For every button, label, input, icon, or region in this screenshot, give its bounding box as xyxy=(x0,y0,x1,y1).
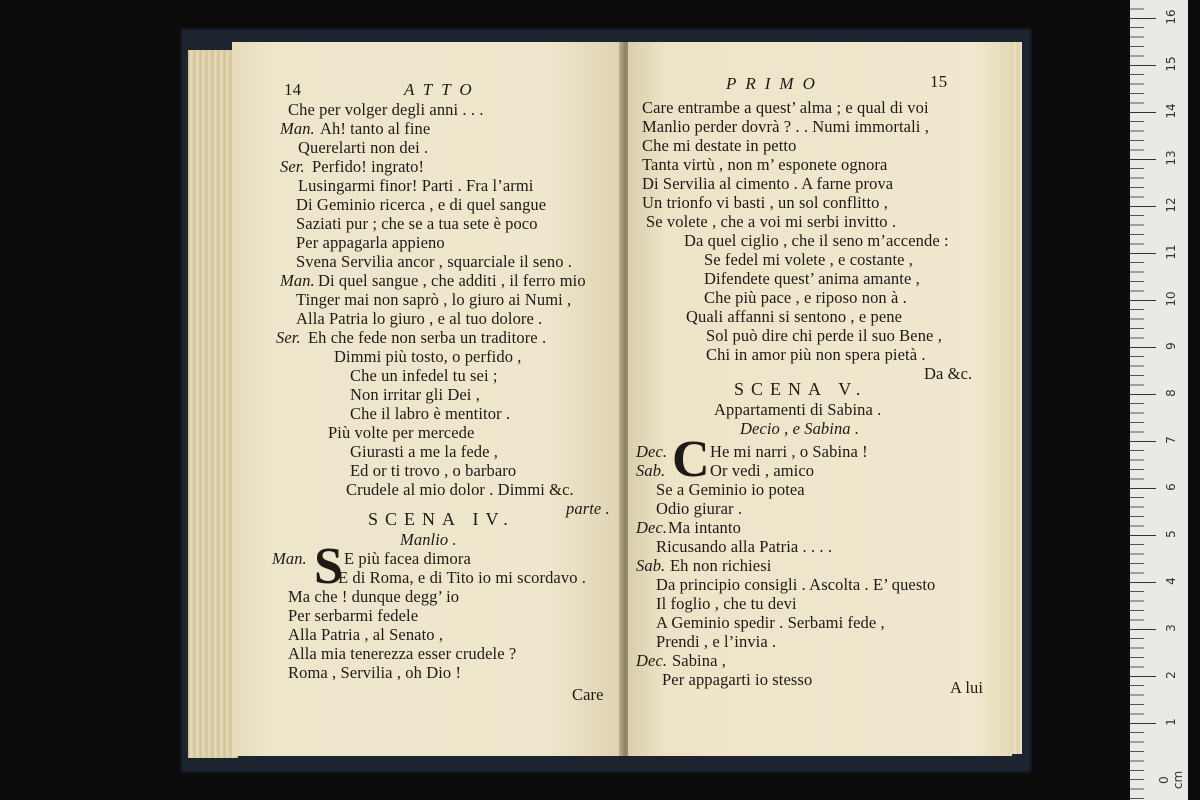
text-line: Saziati pur ; che se a tua sete è poco xyxy=(296,214,538,233)
ruler-number: 6 xyxy=(1164,483,1178,491)
text-line: He mi narri , o Sabina ! xyxy=(710,442,868,461)
ruler-major-tick xyxy=(1130,441,1156,442)
text-line: Difendete quest’ anima amante , xyxy=(704,269,920,288)
text-line: Giurasti a me la fede , xyxy=(350,442,498,461)
text-line: Eh non richiesi xyxy=(670,556,772,575)
speaker-label: Sab. xyxy=(636,556,666,575)
ruler-unit-label: 0 cm xyxy=(1157,770,1185,790)
speaker-label: Ser. xyxy=(276,328,301,347)
text-line: E più facea dimora xyxy=(344,549,471,568)
ruler-number: 10 xyxy=(1164,291,1178,307)
text-line: Che per volger degli anni . . . xyxy=(288,100,484,119)
text-line: Ma che ! dunque degg’ io xyxy=(288,587,460,606)
text-line: Se a Geminio io potea xyxy=(656,480,805,499)
text-line: Odio giurar . xyxy=(656,499,743,518)
text-line: Alla Patria lo giuro , e al tuo dolore . xyxy=(296,309,543,328)
text-line: Che mi destate in petto xyxy=(642,136,797,155)
text-line: Alla mia tenerezza esser crudele ? xyxy=(288,644,517,663)
text-line: Di quel sangue , che additi , il ferro mio xyxy=(318,271,586,290)
text-line: Da quel ciglio , che il seno m’accende : xyxy=(684,231,949,250)
ruler-number: 3 xyxy=(1164,624,1178,632)
left-page xyxy=(232,42,624,756)
speaker-label: Man. xyxy=(280,119,315,138)
ruler-major-tick xyxy=(1130,535,1156,536)
running-head: ATTO xyxy=(404,80,481,99)
ruler-major-tick xyxy=(1130,629,1156,630)
ruler-number: 14 xyxy=(1164,103,1178,119)
ruler-major-tick xyxy=(1130,723,1156,724)
ruler-major-tick xyxy=(1130,347,1156,348)
scene-heading: SCENA V. xyxy=(734,379,868,399)
ruler-number: 4 xyxy=(1164,577,1178,585)
text-line: Ricusando alla Patria . . . . xyxy=(656,537,833,556)
ruler-number: 7 xyxy=(1164,436,1178,444)
ruler-major-tick xyxy=(1130,582,1156,583)
text-line: E di Roma, e di Tito io mi scordavo . xyxy=(338,568,586,587)
text-line: Da &c. xyxy=(924,364,973,383)
page-edges-left xyxy=(188,50,238,758)
ruler-number: 2 xyxy=(1164,671,1178,679)
ruler-major-tick xyxy=(1130,253,1156,254)
text-line: Roma , Servilia , oh Dio ! xyxy=(288,663,462,682)
ruler-number: 16 xyxy=(1164,9,1178,25)
text-line: Quali affanni si sentono , e pene xyxy=(686,307,903,326)
catchword: Care xyxy=(572,685,604,704)
ruler-major-tick xyxy=(1130,206,1156,207)
scene-heading: SCENA IV. xyxy=(368,509,515,529)
speaker-label: Dec. xyxy=(636,651,668,670)
drop-cap: C xyxy=(672,431,710,488)
running-head: PRIMO xyxy=(726,74,824,93)
drop-cap: S xyxy=(314,538,343,595)
text-line: Eh che fede non serba un traditore . xyxy=(308,328,547,347)
measuring-ruler xyxy=(1130,0,1188,800)
text-line: Non irritar gli Dei , xyxy=(350,385,480,404)
ruler-major-tick xyxy=(1130,159,1156,160)
text-line: Il foglio , che tu devi xyxy=(656,594,797,613)
text-line: Alla Patria , al Senato , xyxy=(288,625,444,644)
text-line: Che il labro è mentitor . xyxy=(350,404,511,423)
text-line: Querelarti non dei . xyxy=(298,138,429,157)
speaker-label: Dec. xyxy=(636,442,668,461)
speaker-label: Man. xyxy=(272,549,307,568)
text-line: Se volete , che a voi mi serbi invitto . xyxy=(646,212,897,231)
text-line: Svena Servilia ancor , squarciale il seno . xyxy=(296,252,573,271)
text-line: Sol può dire chi perde il suo Bene , xyxy=(706,326,942,345)
ruler-major-tick xyxy=(1130,300,1156,301)
stage-direction: parte . xyxy=(566,499,610,518)
text-line: Ed or ti trovo , o barbaro xyxy=(350,461,517,480)
scene-characters: Decio , e Sabina . xyxy=(740,419,860,438)
ruler-number: 1 xyxy=(1164,718,1178,726)
speaker-label: Sab. xyxy=(636,461,666,480)
ruler-number: 12 xyxy=(1164,197,1178,213)
scene-setting: Appartamenti di Sabina . xyxy=(714,400,882,419)
text-line: Per appagarti io stesso xyxy=(662,670,813,689)
text-line: A Geminio spedir . Serbami fede , xyxy=(656,613,885,632)
text-line: Se fedel mi volete , e costante , xyxy=(704,250,914,269)
text-line: Da principio consigli . Ascolta . E’ questo xyxy=(656,575,936,594)
speaker-label: Man. xyxy=(280,271,315,290)
ruler-number: 15 xyxy=(1164,56,1178,72)
right-page xyxy=(628,42,1012,756)
ruler-number: 5 xyxy=(1164,530,1178,538)
text-line: Che un infedel tu sei ; xyxy=(350,366,498,385)
text-line: Perfido! ingrato! xyxy=(312,157,425,176)
text-line: Di Geminio ricerca , e di quel sangue xyxy=(296,195,547,214)
text-line: Care entrambe a quest’ alma ; e qual di voi xyxy=(642,98,929,117)
text-line: Lusingarmi finor! Parti . Fra l’armi xyxy=(298,176,534,195)
text-line: Dimmi più tosto, o perfido , xyxy=(334,347,522,366)
speaker-label: Dec. xyxy=(636,518,668,537)
text-line: Che più pace , e riposo non à . xyxy=(704,288,907,307)
text-line: Più volte per mercede xyxy=(328,423,475,442)
text-line: Ah! tanto al fine xyxy=(320,119,431,138)
ruler-major-tick xyxy=(1130,676,1156,677)
ruler-number: 11 xyxy=(1164,244,1178,260)
text-line: Crudele al mio dolor . Dimmi &c. xyxy=(346,480,574,499)
text-line: Un trionfo vi basti , un sol conflitto , xyxy=(642,193,888,212)
text-line: Prendi , e l’invia . xyxy=(656,632,777,651)
ruler-number: 8 xyxy=(1164,389,1178,397)
speaker-label: Ser. xyxy=(280,157,305,176)
text-line: Per serbarmi fedele xyxy=(288,606,419,625)
ruler-major-tick xyxy=(1130,488,1156,489)
ruler-major-tick xyxy=(1130,65,1156,66)
catchword: A lui xyxy=(950,678,984,697)
ruler-number: 13 xyxy=(1164,150,1178,166)
text-line: Tinger mai non saprò , lo giuro ai Numi , xyxy=(296,290,572,309)
text-line: Sabina , xyxy=(672,651,726,670)
text-line: Tanta virtù , non m’ esponete ognora xyxy=(642,155,888,174)
page-number: 15 xyxy=(930,72,948,91)
scene-characters: Manlio . xyxy=(400,530,457,549)
text-line: Chi in amor più non spera pietà . xyxy=(706,345,926,364)
ruler-number: 9 xyxy=(1164,342,1178,350)
text-line: Di Servilia al cimento . A farne prova xyxy=(642,174,894,193)
text-line: Per appagarla appieno xyxy=(296,233,445,252)
text-line: Or vedi , amico xyxy=(710,461,815,480)
ruler-major-tick xyxy=(1130,112,1156,113)
text-line: Ma intanto xyxy=(668,518,741,537)
ruler-major-tick xyxy=(1130,18,1156,19)
text-line: Manlio perder dovrà ? . . Numi immortali , xyxy=(642,117,929,136)
page-number: 14 xyxy=(284,80,302,99)
ruler-major-tick xyxy=(1130,394,1156,395)
